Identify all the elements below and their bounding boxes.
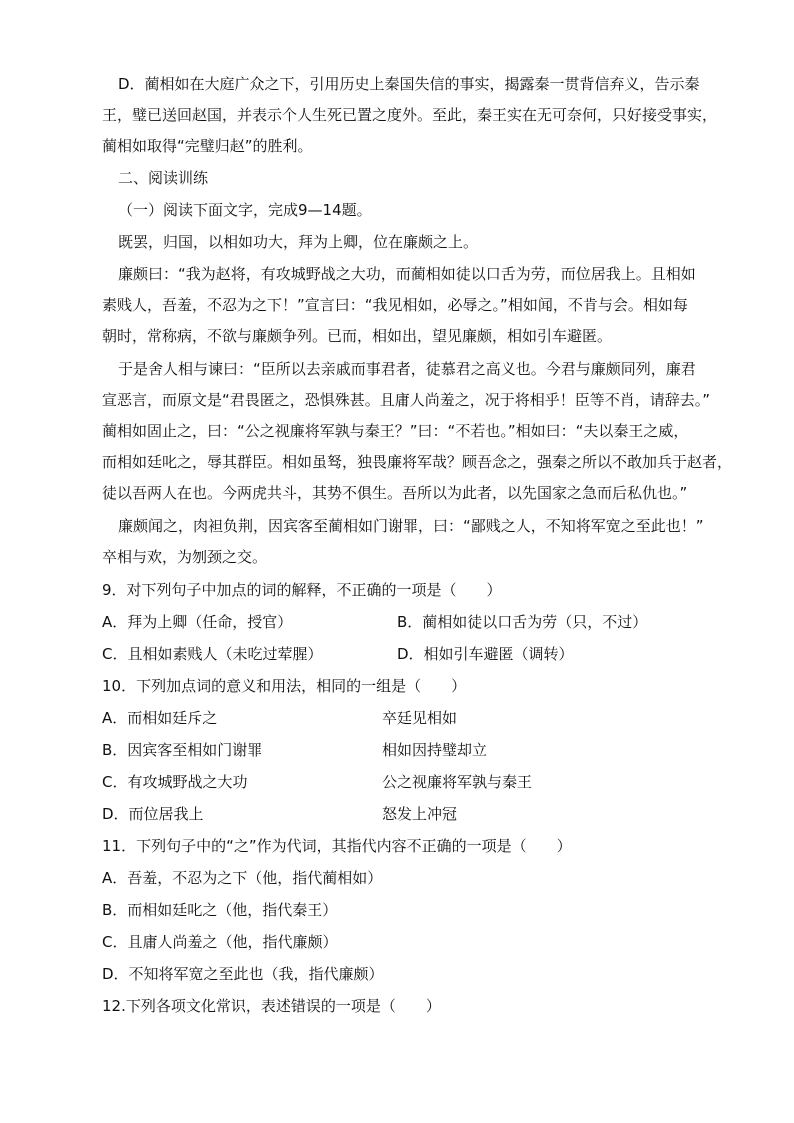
question-9-option-b: B．蔺相如徒以口舌为劳（只，不过） <box>397 613 648 631</box>
passage-paragraph-4-line-2: 卒相与欢，为刎颈之交。 <box>102 548 268 566</box>
passage-paragraph-3-line-5: 徒以吾两人在也。今两虎共斗，其势不俱生。吾所以为此者，以先国家之急而后私仇也。” <box>102 484 688 502</box>
question-11-stem: 11．下列句子中的“之”作为代词，其指代内容不正确的一项是（ ） <box>102 837 572 855</box>
question-11-option-d: D．不知将军宽之至此也（我，指代廉颇） <box>102 965 384 983</box>
question-9-option-c: C．且相如素贱人（未吃过荤腥） <box>102 645 323 663</box>
question-9-option-a: A．拜为上卿（任命，授官） <box>102 613 293 631</box>
passage-paragraph-3-line-2: 宣恶言，而原文是“君畏匿之，恐惧殊甚。且庸人尚羞之，况于将相乎！臣等不肖，请辞去。” <box>102 391 711 409</box>
question-12-stem: 12.下列各项文化常识，表述错误的一项是（ ） <box>102 997 441 1015</box>
passage-paragraph-2-line-1: 廉颇曰：“我为赵将，有攻城野战之大功，而蔺相如徒以口舌为劳，而位居我上。且相如 <box>118 265 696 283</box>
passage-paragraph-2-line-3: 朝时，常称病，不欲与廉颇争列。已而，相如出，望见廉颇，相如引车避匿。 <box>102 327 613 345</box>
option-d-line-2: 王，璧已送回赵国，并表示个人生死已置之度外。至此，秦王实在无可奈何，只好接受事实， <box>102 106 718 124</box>
question-10-option-b-right: 相如因持璧却立 <box>382 741 488 759</box>
section-title: 二、阅读训练 <box>118 169 209 187</box>
question-11-option-c: C．且庸人尚羞之（他，指代廉颇） <box>102 933 338 951</box>
passage-paragraph-1: 既罢，归国，以相如功大，拜为上卿，位在廉颇之上。 <box>118 233 479 251</box>
question-10-option-b-left: B．因宾客至相如门谢罪 <box>102 741 263 759</box>
question-10-option-c-right: 公之视廉将军孰与秦王 <box>382 773 533 791</box>
question-10-option-d-right: 怒发上冲冠 <box>382 805 458 823</box>
question-10-option-d-left: D．而位居我上 <box>102 805 204 823</box>
option-d-line-3: 蔺相如取得“完璧归赵”的胜利。 <box>102 137 313 155</box>
option-d-line-1: D．蔺相如在大庭广众之下，引用历史上秦国失信的事实，揭露秦一贯背信弃义，告示秦 <box>118 75 700 93</box>
question-10-option-c-left: C．有攻城野战之大功 <box>102 773 248 791</box>
passage-paragraph-2-line-2: 素贱人，吾羞，不忍为之下！”宣言曰：“我见相如，必辱之。”相如闻，不肯与会。相如每 <box>102 296 688 314</box>
question-9-option-d: D．相如引车避匿（调转） <box>397 645 574 663</box>
question-11-option-b: B．而相如廷叱之（他，指代秦王） <box>102 901 338 919</box>
question-10-option-a-right: 卒廷见相如 <box>382 709 458 727</box>
passage-paragraph-4-line-1: 廉颇闻之，肉袒负荆，因宾客至蔺相如门谢罪，曰：“鄙贱之人，不知将军宽之至此也！” <box>118 517 704 535</box>
passage-paragraph-3-line-1: 于是舍人相与谏曰：“臣所以去亲戚而事君者，徒慕君之高义也。今君与廉颇同列，廉君 <box>118 360 696 378</box>
question-10-stem: 10．下列加点词的意义和用法，相同的一组是（ ） <box>102 677 467 695</box>
passage-paragraph-3-line-3: 蔺相如固止之，曰：“公之视廉将军孰与秦王？”曰：“不若也。”相如曰：“夫以秦王之威， <box>102 422 689 440</box>
question-10-option-a-left: A．而相如廷斥之 <box>102 709 218 727</box>
question-11-option-a: A．吾羞，不忍为之下（他，指代蔺相如） <box>102 869 383 887</box>
question-9-stem: 9．对下列句子中加点的词的解释，不正确的一项是（ ） <box>102 581 502 599</box>
passage-paragraph-3-line-4: 而相如廷叱之，辱其群臣。相如虽驽，独畏廉将军哉？顾吾念之，强秦之所以不敢加兵于赵者， <box>102 453 733 471</box>
reading-intro: （一）阅读下面文字，完成9—14题。 <box>118 201 372 219</box>
